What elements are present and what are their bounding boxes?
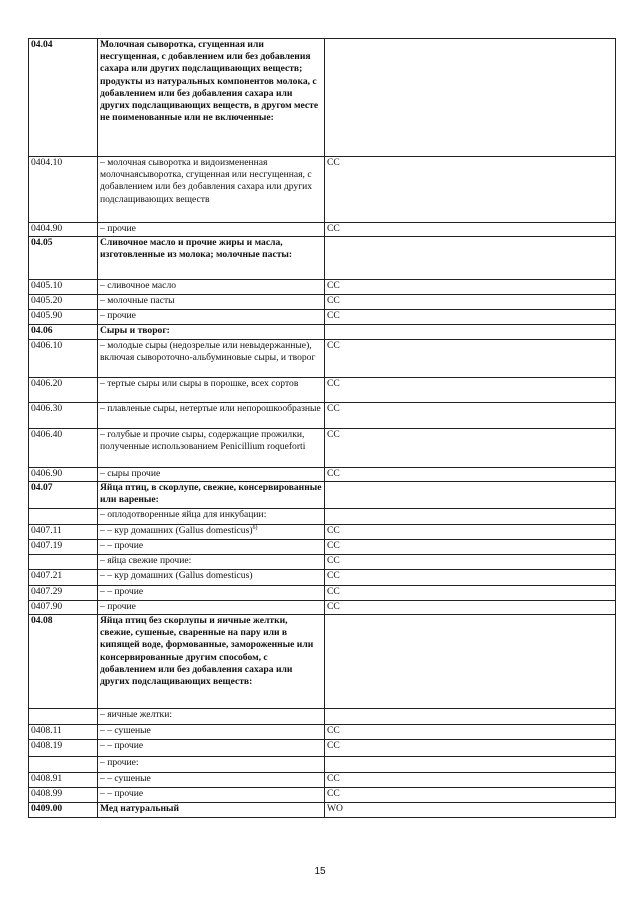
hs-code-cell: 0408.11	[29, 725, 98, 740]
description-cell	[98, 709, 325, 725]
table-row	[29, 773, 616, 788]
footnote-marker: 6)	[252, 524, 258, 531]
description-cell	[98, 295, 325, 310]
description-text: – плавленые сыры, нетертые или непорошкообразные	[100, 403, 321, 414]
table-row	[29, 429, 616, 468]
description-text: – молодые сыры (недозрелые или невыдержанные), включая сывороточно-альбуминовые сыры, и творог	[100, 340, 316, 364]
regime-cell: СС	[325, 788, 616, 803]
regime-cell	[325, 509, 616, 525]
description-text: – прочие	[100, 601, 136, 612]
description-text: – – прочие	[100, 740, 144, 751]
table-row	[29, 601, 616, 615]
description-cell	[98, 740, 325, 757]
table-row	[29, 39, 616, 157]
description-cell	[98, 555, 325, 570]
description-text: – сыры прочие	[100, 468, 161, 479]
table-row	[29, 509, 616, 525]
description-text: – – прочие	[100, 586, 144, 597]
hs-code-cell: 04.07	[29, 482, 98, 509]
regime-cell	[325, 325, 616, 340]
hs-code-cell: 04.05	[29, 237, 98, 280]
table-row	[29, 555, 616, 570]
regime-cell	[325, 709, 616, 725]
description-text: – прочие	[100, 310, 136, 321]
table-row	[29, 482, 616, 509]
hs-code-cell	[29, 509, 98, 525]
regime-cell: СС	[325, 340, 616, 378]
table-row	[29, 468, 616, 482]
hs-code-cell: 0405.20	[29, 295, 98, 310]
description-text: – яйца свежие прочие:	[100, 555, 192, 566]
description-cell	[98, 237, 325, 280]
description-text: – – кур домашних (Gallus domesticus)	[100, 570, 253, 581]
hs-code-cell: 0404.90	[29, 223, 98, 237]
regime-cell	[325, 482, 616, 509]
description-cell	[98, 757, 325, 773]
description-text: – – прочие	[100, 540, 144, 551]
description-cell	[98, 340, 325, 378]
table-row	[29, 378, 616, 403]
description-cell	[98, 157, 325, 223]
hs-code-cell: 0406.20	[29, 378, 98, 403]
regime-cell: СС	[325, 280, 616, 295]
description-text: – – кур домашних (Gallus domesticus)	[100, 525, 253, 536]
hs-code-cell: 0407.21	[29, 570, 98, 586]
hs-code-cell: 0405.10	[29, 280, 98, 295]
regime-cell: СС	[325, 773, 616, 788]
description-text: Сыры и творог:	[100, 325, 170, 336]
hs-code-cell: 0408.19	[29, 740, 98, 757]
table-row	[29, 586, 616, 601]
regime-cell: СС	[325, 525, 616, 540]
hs-code-cell: 04.04	[29, 39, 98, 157]
description-text: – яичные желтки:	[100, 709, 173, 720]
hs-code-cell: 0407.19	[29, 540, 98, 555]
regime-cell: СС	[325, 570, 616, 586]
table-row	[29, 540, 616, 555]
table-row	[29, 310, 616, 325]
description-cell	[98, 325, 325, 340]
description-text: – – сушеные	[100, 773, 151, 784]
description-text: – молочная сыворотка и видоизмененная молочнаясыворотка, сгущенная или несгущенная, с добавлением или без добавления сахара или других подслащивающих веществ	[100, 157, 313, 205]
description-text: – – прочие	[100, 788, 144, 799]
description-text: Сливочное масло и прочие жиры и масла, изготовленные из молока; молочные пасты:	[100, 237, 293, 261]
hs-code-cell: 0406.90	[29, 468, 98, 482]
hs-code-cell: 0409.00	[29, 803, 98, 818]
regime-cell: СС	[325, 740, 616, 757]
description-text: Молочная сыворотка, сгущенная или несгущенная, с добавлением или без добавления сахара или других подслащивающих веществ; продукты из натуральных компонентов молока, с добавлением или без добавления сахара или других подслащивающих веществ, в другом месте не поименованные или не включенные:	[100, 39, 319, 124]
regime-cell: WO	[325, 803, 616, 818]
table-row	[29, 803, 616, 818]
description-cell	[98, 223, 325, 237]
description-text: Яйца птиц, в скорлупе, свежие, консервированные или вареные:	[100, 482, 322, 506]
description-cell	[98, 586, 325, 601]
hs-code-cell: 0406.10	[29, 340, 98, 378]
hs-code-cell: 0405.90	[29, 310, 98, 325]
description-text: – прочие:	[100, 757, 139, 768]
hs-code-cell	[29, 757, 98, 773]
hs-code-cell: 0408.99	[29, 788, 98, 803]
table-row	[29, 295, 616, 310]
regime-cell	[325, 615, 616, 709]
regime-cell: СС	[325, 725, 616, 740]
description-cell	[98, 468, 325, 482]
description-cell	[98, 725, 325, 740]
hs-code-cell: 0407.29	[29, 586, 98, 601]
table-row	[29, 740, 616, 757]
table-row	[29, 403, 616, 429]
hs-code-cell: 0407.90	[29, 601, 98, 615]
table-row	[29, 709, 616, 725]
description-cell	[98, 615, 325, 709]
description-cell	[98, 601, 325, 615]
regime-cell: СС	[325, 555, 616, 570]
description-text: – прочие	[100, 223, 136, 234]
description-cell	[98, 280, 325, 295]
description-text: – молочные пасты	[100, 295, 175, 306]
regime-cell: СС	[325, 540, 616, 555]
table-row	[29, 757, 616, 773]
hs-code-cell: 0407.11	[29, 525, 98, 540]
description-cell	[98, 403, 325, 429]
description-cell	[98, 39, 325, 157]
table-row	[29, 325, 616, 340]
description-cell	[98, 310, 325, 325]
description-text: Яйца птиц без скорлупы и яичные желтки, свежие, сушеные, сваренные на пару или в кипящей воде, формованные, замороженные или консервированные другим способом, с добавлением или без добавления сахара или других подслащивающих веществ:	[100, 615, 314, 688]
description-cell	[98, 482, 325, 509]
description-cell	[98, 540, 325, 555]
table-row	[29, 615, 616, 709]
table-row	[29, 570, 616, 586]
table-row	[29, 725, 616, 740]
regime-cell: СС	[325, 586, 616, 601]
hs-code-cell: 0406.40	[29, 429, 98, 468]
description-cell	[98, 509, 325, 525]
description-text: Мед натуральный	[100, 803, 179, 814]
hs-code-cell: 04.06	[29, 325, 98, 340]
regime-cell: СС	[325, 223, 616, 237]
description-cell	[98, 525, 325, 540]
hs-code-cell	[29, 709, 98, 725]
description-text: – голубые и прочие сыры, содержащие прожилки, полученные использованием Penicillium roqueforti	[100, 429, 306, 453]
description-cell	[98, 788, 325, 803]
hs-code-cell: 0404.10	[29, 157, 98, 223]
regime-cell: СС	[325, 310, 616, 325]
description-text: – тертые сыры или сыры в порошке, всех сортов	[100, 378, 299, 389]
description-cell	[98, 429, 325, 468]
description-text: – сливочное масло	[100, 280, 177, 291]
regime-cell: СС	[325, 295, 616, 310]
hs-code-cell: 0406.30	[29, 403, 98, 429]
regime-cell	[325, 39, 616, 157]
regime-cell	[325, 757, 616, 773]
regime-cell: СС	[325, 157, 616, 223]
description-cell	[98, 803, 325, 818]
tariff-table	[28, 38, 616, 818]
table-row	[29, 788, 616, 803]
regime-cell: СС	[325, 468, 616, 482]
table-row	[29, 525, 616, 540]
table-row	[29, 340, 616, 378]
hs-code-cell	[29, 555, 98, 570]
table-row	[29, 237, 616, 280]
regime-cell: СС	[325, 601, 616, 615]
table-row	[29, 157, 616, 223]
regime-cell: СС	[325, 403, 616, 429]
description-cell	[98, 570, 325, 586]
description-text: – оплодотворенные яйца для инкубации:	[100, 509, 267, 520]
hs-code-cell: 04.08	[29, 615, 98, 709]
page-number: 15	[314, 866, 326, 877]
hs-code-cell: 0408.91	[29, 773, 98, 788]
tariff-table-body	[29, 39, 616, 818]
description-text: – – сушеные	[100, 725, 151, 736]
table-row	[29, 223, 616, 237]
regime-cell: СС	[325, 429, 616, 468]
regime-cell	[325, 237, 616, 280]
description-cell	[98, 378, 325, 403]
table-row	[29, 280, 616, 295]
regime-cell: СС	[325, 378, 616, 403]
description-cell	[98, 773, 325, 788]
